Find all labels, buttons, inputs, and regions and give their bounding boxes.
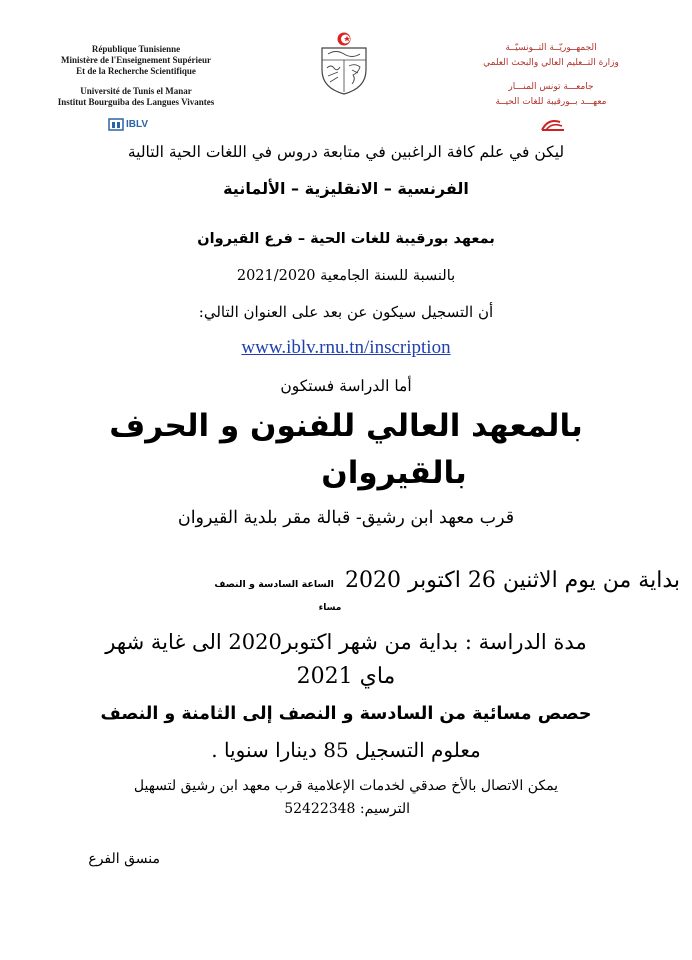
institute-branch: بمعهد بورقيبة للغات الحية – فرع القيروان (197, 231, 495, 247)
academic-year: بالنسبة للسنة الجامعية 2021/2020 (236, 268, 456, 284)
intro-text: ليكن في علم كافة الراغبين في متابعة دروس في اللغات الحية التالية (127, 143, 565, 161)
iblv-logo-icon (108, 117, 124, 131)
registration-link-wrap (0, 337, 692, 359)
header-ar-line: معهـــد بــورقيبة للغات الحيــة (495, 97, 607, 107)
start-date (40, 568, 680, 593)
languages-list: الفرنسية – الانقليزية – الألمانية (223, 179, 469, 198)
contact-line1: يمكن الاتصال بالأخ صدقي لخدمات الإعلامية قرب معهد ابن رشيق لتسهيل (133, 778, 559, 794)
header-ar-line: وزارة التــعليم العالي والبحث العلمي (483, 58, 619, 68)
venue-title-line1: بالمعهد العالي للفنون و الحرف (109, 408, 583, 444)
start-date-main: بداية من يوم الاثنين 26 اكتوبر 2020 (345, 568, 680, 593)
header-fr-institute (28, 86, 244, 108)
iblv-logo (108, 116, 148, 132)
header-fr-line: Et de la Recherche Scientifique (76, 66, 196, 76)
sessions-schedule: حصص مسائية من السادسة و النصف إلى الثامنة و النصف (100, 704, 592, 724)
institute-logo-icon (540, 118, 566, 132)
venue-location: قرب معهد ابن رشيق- قبالة مقر بلدية القيروان (177, 508, 515, 528)
registration-link[interactable]: www.iblv.rnu.tn/inscription (241, 337, 451, 358)
study-duration-line1: مدة الدراسة : بداية من شهر اكتوبر2020 الى غاية شهر (105, 630, 587, 654)
contact-line2: الترسيم: 52422348 (284, 801, 410, 817)
registration-note: أن التسجيل سيكون عن بعد على العنوان التالي: (198, 303, 494, 321)
iblv-logo-text: IBLV (126, 118, 149, 130)
header-fr-line: Ministère de l'Enseignement Supérieur (60, 55, 212, 65)
start-date-evening: مساء (318, 603, 342, 613)
study-duration-line2: ماي 2021 (296, 664, 396, 689)
header-ar-line: الجمهــوريّــة التــونسيّــة (505, 43, 597, 53)
header-fr-line: Institut Bourguiba des Langues Vivantes (57, 97, 215, 107)
registration-fee: معلوم التسجيل 85 دينارا سنويا . (211, 738, 481, 762)
header-ar-institute (436, 80, 666, 110)
venue-title-line2: بالقيروان (321, 455, 467, 491)
header-ar-line: جامعـــة تونس المنـــار (508, 82, 594, 92)
study-intro: أما الدراسة فستكون (280, 377, 412, 395)
header-ar-ministry (436, 41, 666, 71)
header-fr-line: République Tunisienne (91, 44, 181, 54)
tunisia-emblem-icon (316, 30, 372, 96)
start-date-time: الساعة السادسة و النصف (214, 579, 334, 590)
header-fr-ministry (30, 44, 242, 77)
header-fr-line: Université de Tunis el Manar (80, 86, 192, 96)
branch-coordinator-signature: منسق الفرع (88, 851, 160, 867)
